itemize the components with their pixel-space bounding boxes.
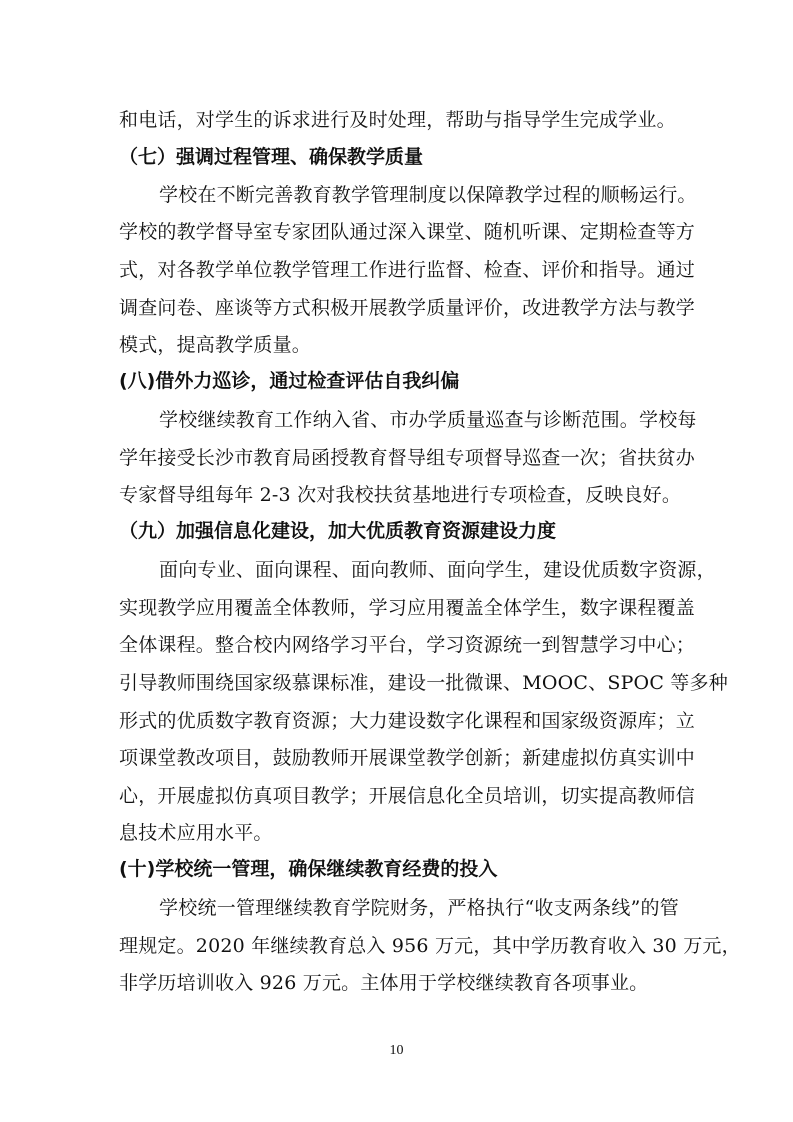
text-line: 形式的优质数字教育资源；大力建设数字化课程和国家级资源库；立 — [119, 710, 696, 732]
text-line: 心，开展虚拟仿真项目教学；开展信息化全员培训，切实提高教师信 — [119, 785, 696, 807]
section-heading-9: （九）加强信息化建设，加大优质教育资源建设力度 — [119, 520, 557, 542]
text-line: 和电话，对学生的诉求进行及时处理，帮助与指导学生完成学业。 — [119, 109, 676, 131]
text-line: 调查问卷、座谈等方式积极开展教学质量评价，改进教学方法与教学 — [119, 297, 696, 319]
text-line: 学校在不断完善教育教学管理制度以保障教学过程的顺畅运行。 — [159, 184, 697, 206]
text-line: 全体课程。整合校内网络学习平台，学习资源统一到智慧学习中心； — [119, 634, 696, 656]
text-line: 引导教师围绕国家级慕课标准，建设一批微课、MOOC、SPOC 等多种 — [119, 672, 728, 694]
section-heading-8: (八)借外力巡诊，通过检查评估自我纠偏 — [119, 370, 460, 392]
section-heading-7: （七）强调过程管理、确保教学质量 — [119, 146, 424, 168]
text-line: 理规定。2020 年继续教育总入 956 万元，其中学历教育收入 30 万元， — [119, 935, 741, 957]
text-line: 实现教学应用覆盖全体教师，学习应用覆盖全体学生，数字课程覆盖 — [119, 597, 696, 619]
text-line: 学年接受长沙市教育局函授教育督导组专项督导巡查一次；省扶贫办 — [119, 447, 696, 469]
text-line: 专家督导组每年 2-3 次对我校扶贫基地进行专项检查，反映良好。 — [119, 484, 682, 506]
text-line: 非学历培训收入 926 万元。主体用于学校继续教育各项事业。 — [119, 972, 649, 994]
text-line: 学校继续教育工作纳入省、市办学质量巡查与诊断范围。学校每 — [159, 409, 697, 431]
text-line: 学校统一管理继续教育学院财务，严格执行“收支两条线”的管 — [159, 897, 679, 919]
page-number: 10 — [389, 1043, 404, 1058]
text-line: 学校的教学督导室专家团队通过深入课堂、随机听课、定期检查等方 — [119, 221, 696, 243]
text-line: 息技术应用水平。 — [119, 822, 273, 844]
text-line: 面向专业、面向课程、面向教师、面向学生，建设优质数字资源， — [159, 559, 716, 581]
text-line: 模式，提高教学质量。 — [119, 334, 312, 356]
text-line: 项课堂教改项目，鼓励教师开展课堂教学创新；新建虚拟仿真实训中 — [119, 747, 696, 769]
section-heading-10: (十)学校统一管理，确保继续教育经费的投入 — [119, 858, 498, 880]
text-line: 式，对各教学单位教学管理工作进行监督、检查、评价和指导。通过 — [119, 259, 696, 281]
